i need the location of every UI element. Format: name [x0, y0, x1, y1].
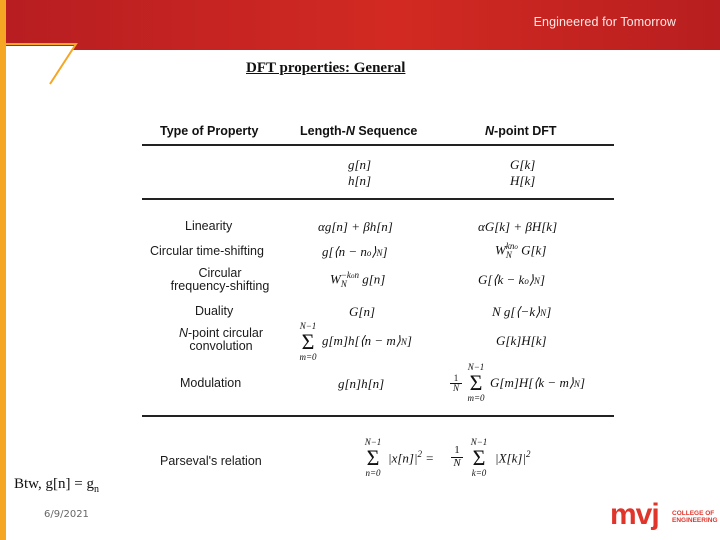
freq-shift-sequence: $W_N^{-kon}$ g[n]: [330, 270, 386, 289]
corner-decoration: [0, 0, 120, 100]
convolution-dft: G[k]H[k]: [496, 333, 547, 348]
property-modulation: Modulation: [180, 376, 242, 390]
slide-title: DFT properties: General: [246, 60, 406, 76]
time-shift-dft: $W_N^{kno}$ G[k]: [495, 241, 547, 260]
slide-date: 6/9/2021: [44, 509, 89, 520]
table-rule-lower: [142, 415, 614, 417]
duality-dft: N g[⟨−k⟩N]: [492, 304, 552, 319]
property-parsevals-relation: Parseval's relation: [160, 454, 262, 468]
property-circular-convolution: N-point circular convolution: [178, 326, 264, 354]
footnote: Btw, $g[n] = g_n$: [14, 476, 99, 495]
modulation-sum-symbol: N−1 Σ m=0: [467, 362, 485, 404]
property-duality: Duality: [195, 304, 234, 318]
time-shift-sequence: g[⟨n − no⟩N]: [322, 244, 388, 259]
header-length-n-sequence: Length-N Sequence: [300, 124, 418, 138]
freq-shift-dft: G[⟨k − ko⟩N]: [478, 272, 545, 287]
table-rule-top: [142, 144, 614, 146]
logo-mark: mvj: [610, 498, 659, 531]
modulation-dft: G[m]H[⟨k − m⟩N]: [490, 375, 585, 390]
property-linearity: Linearity: [185, 219, 233, 233]
parseval-dft: $|X[k]|^2$: [495, 449, 531, 466]
logo-line1: COLLEGE OF: [672, 510, 715, 517]
parseval-sequence: $|x[n]|^2$ =: [388, 449, 435, 466]
property-circular-time-shifting: Circular time-shifting: [150, 244, 264, 258]
header-n-point-dft: N-point DFT: [485, 124, 557, 138]
convolution-sum-symbol: N−1 Σ m=0: [299, 321, 317, 363]
logo-text: [672, 510, 718, 524]
sequence-g: g[n]: [348, 157, 372, 172]
linearity-sequence: αg[n] + βh[n]: [318, 219, 393, 234]
parseval-sum-left: N−1 Σ n=0: [364, 437, 382, 479]
header-type-of-property: Type of Property: [160, 124, 259, 138]
convolution-sequence: g[m]h[⟨n − m⟩N]: [322, 333, 412, 348]
property-circular-frequency-shifting: Circular frequency-shifting: [170, 266, 270, 294]
table-rule-middle: [142, 198, 614, 200]
duality-sequence: G[n]: [349, 304, 376, 319]
linearity-dft: αG[k] + βH[k]: [478, 219, 558, 234]
dft-H: H[k]: [510, 173, 536, 188]
brand-tagline: Engineered for Tomorrow: [533, 15, 676, 29]
logo-line2: ENGINEERING: [672, 517, 718, 525]
parseval-fraction: 1 N: [451, 445, 463, 469]
dft-G: G[k]: [510, 157, 536, 172]
college-logo: [610, 498, 720, 536]
dft-properties-table: [140, 118, 620, 493]
sequence-h: h[n]: [348, 173, 372, 188]
modulation-fraction: 1 N: [450, 374, 462, 394]
modulation-sequence: g[n]h[n]: [338, 376, 385, 391]
parseval-sum-right: N−1 Σ k=0: [470, 437, 488, 479]
